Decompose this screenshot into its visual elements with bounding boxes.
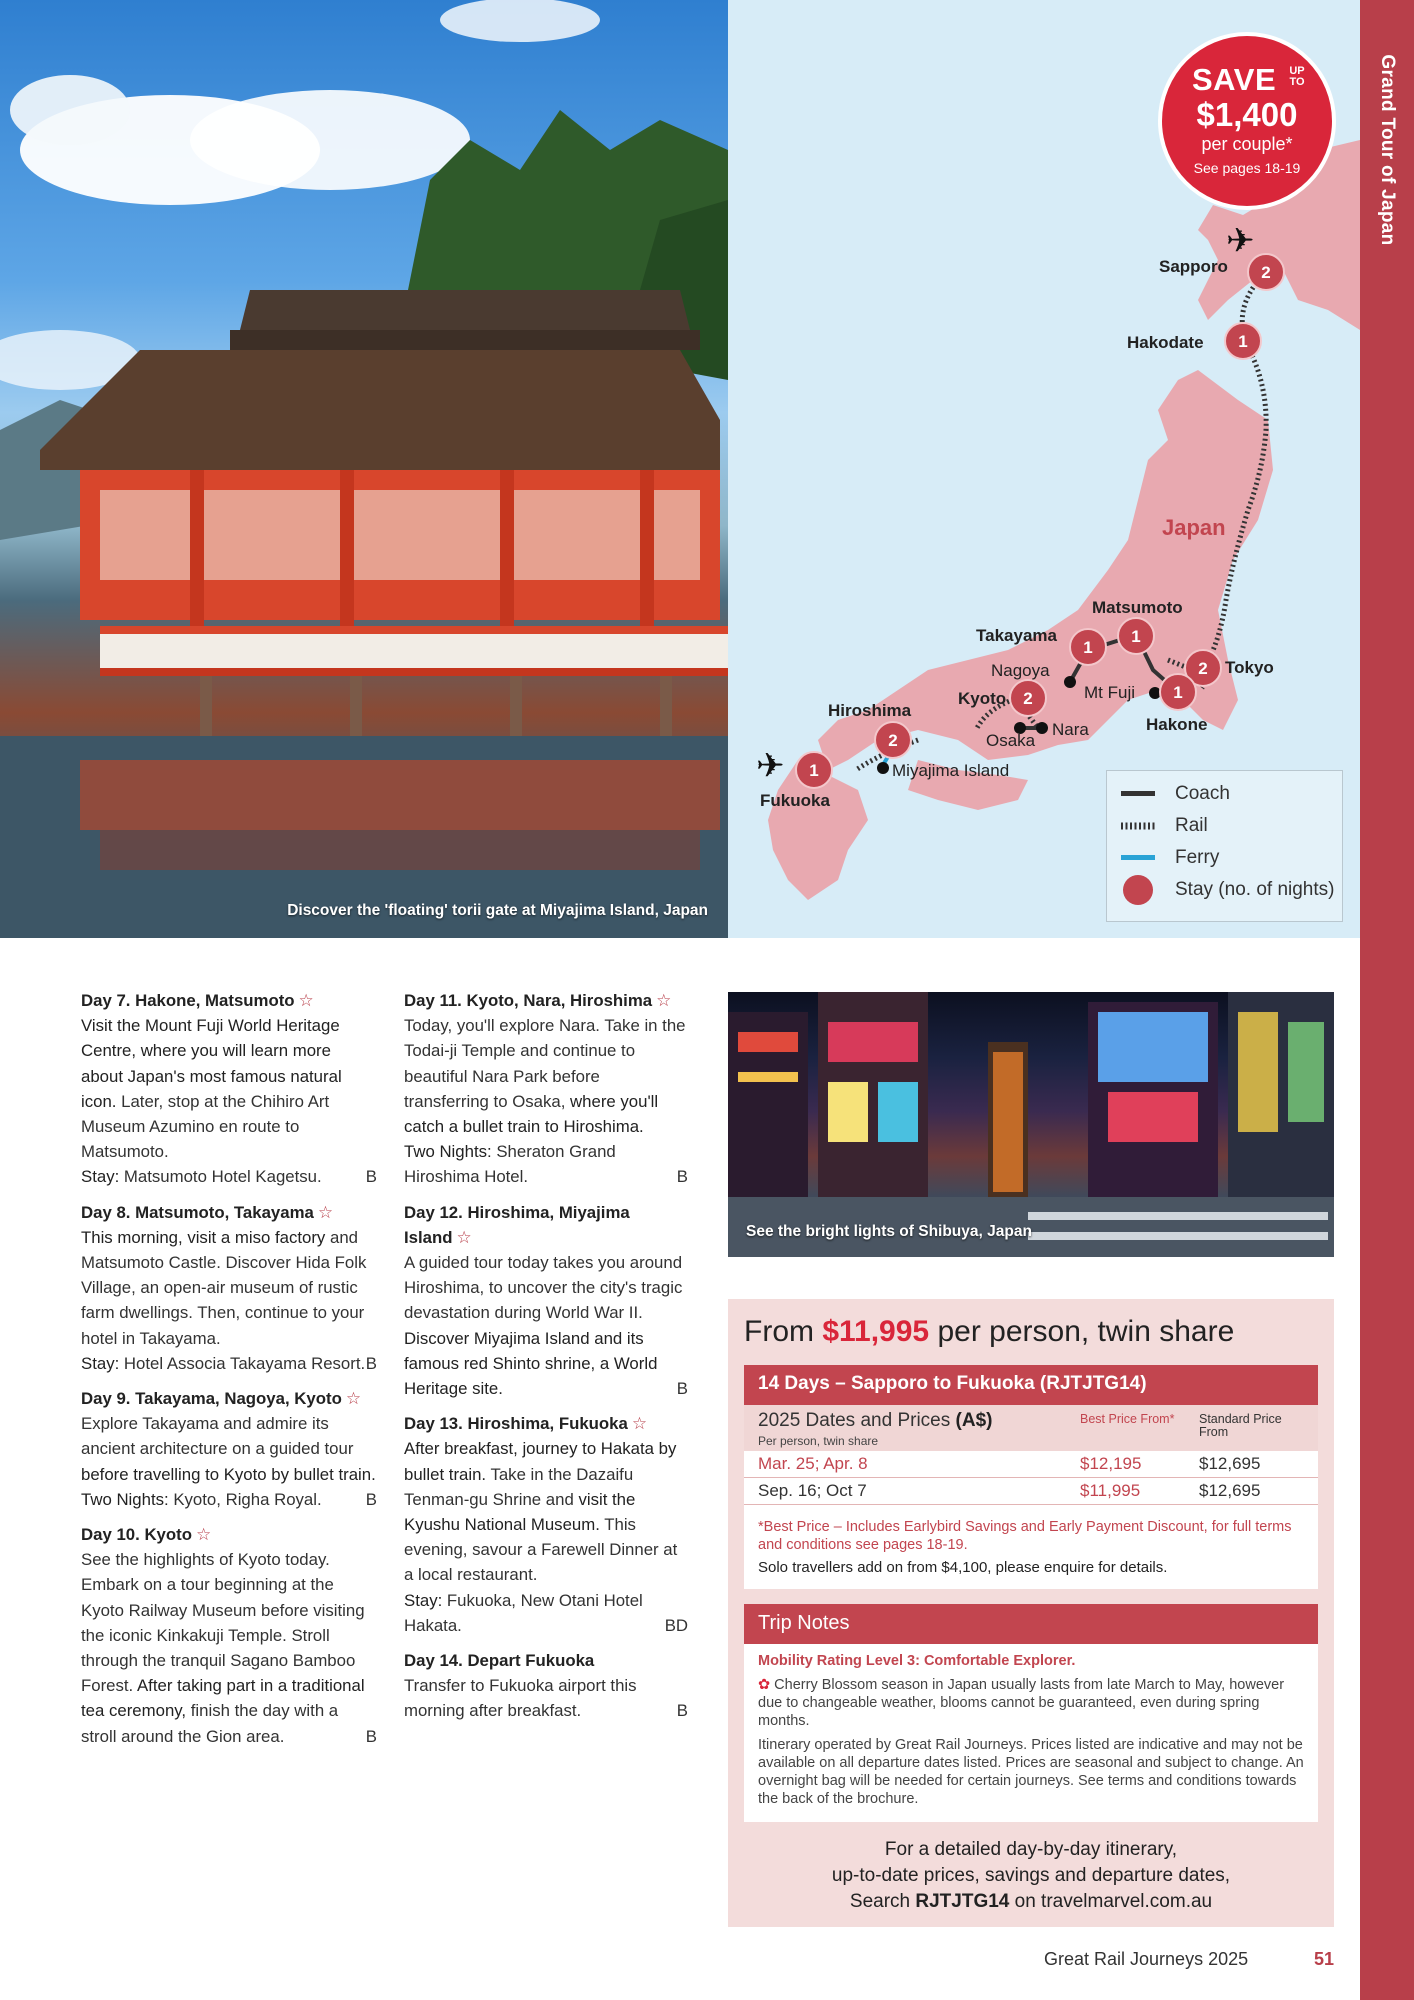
star-icon: ☆ xyxy=(456,1227,472,1247)
cherry-blossom-icon: ✿ xyxy=(758,1677,771,1693)
meal-code: B xyxy=(365,1167,377,1187)
day-8: Day 8. Matsumoto, Takayama ☆ This morning, visit a miso factory and Matsumoto Castle. Discover Hida Folk Village, an open-air museum of rustic farm dwellings. Then, continue to your hotel in Takayama. Stay: Hotel Associa Takayama Resort. B xyxy=(81,1200,377,1376)
stay-marker-hakone xyxy=(1160,674,1196,710)
tour-code-bar: 14 Days – Sapporo to Fukuoka (RJTJTG14) xyxy=(744,1365,1318,1405)
trip-notes-title: Trip Notes xyxy=(744,1604,1318,1644)
stay-circle-icon xyxy=(1121,877,1155,903)
star-icon: ☆ xyxy=(656,991,672,1010)
day-11: Day 11. Kyoto, Nara, Hiroshima ☆ Today, you'll explore Nara. Take in the Todai-ji Temple and continue to beautiful Nara Park before transferring to Osaka, where you'll catch a bullet train to Hiroshima. Two Nights: Sheraton Grand Hiroshima Hotel. B xyxy=(404,988,688,1190)
svg-text:1: 1 xyxy=(1173,683,1183,702)
legend-coach: Coach xyxy=(1121,781,1230,807)
label-osaka: Osaka xyxy=(986,731,1036,750)
city-night-illustration xyxy=(728,992,1334,1257)
label-nagoya: Nagoya xyxy=(991,661,1050,680)
day-10: Day 10. Kyoto ☆ See the highlights of Kyoto today. Embark on a tour beginning at the Kyoto Railway Museum before visiting the iconic Kinkakuji Temple. Stroll through the tranquil Sagano Bamboo Forest. After taking part in a traditional tea ceremony, finish the day with a stroll around the Gion area. B xyxy=(81,1522,377,1749)
star-icon: ☆ xyxy=(298,991,314,1010)
svg-text:2: 2 xyxy=(1198,659,1208,678)
legend-stay: Stay (no. of nights) xyxy=(1121,877,1334,903)
price-table xyxy=(744,1405,1318,1589)
call-to-action: For a detailed day-by-day itinerary, up-to-date prices, savings and departure dates, Search RJTJTG14 on travelmarvel.com.au xyxy=(831,1839,1231,1912)
side-tab-title: Grand Tour of Japan xyxy=(1377,54,1398,246)
coach-line-icon xyxy=(1121,781,1155,807)
hero-caption: Discover the 'floating' torii gate at Miyajima Island, Japan xyxy=(287,902,708,919)
stay-marker-matsumoto xyxy=(1118,618,1154,654)
ferry-line-icon xyxy=(1121,845,1155,871)
label-hiroshima: Hiroshima xyxy=(828,701,912,720)
meal-code: B xyxy=(676,1167,688,1187)
svg-text:1: 1 xyxy=(1083,638,1093,657)
star-icon: ☆ xyxy=(195,1525,212,1545)
day-9: Day 9. Takayama, Nagoya, Kyoto ☆ Explore Takayama and admire its ancient architecture on a guided tour before travelling to Kyoto by bullet train. Two Nights: Kyoto, Righa Royal. B xyxy=(81,1386,377,1512)
footer-brand: Great Rail Journeys 2025 xyxy=(1044,1949,1249,1969)
star-icon: ☆ xyxy=(317,1202,333,1222)
shibuya-caption: See the bright lights of Shibuya, Japan xyxy=(746,1223,1032,1240)
save-amount: $1,400 xyxy=(1196,96,1298,133)
meal-code: B xyxy=(676,1379,688,1399)
label-hakone: Hakone xyxy=(1146,715,1208,734)
day-12: Day 12. Hiroshima, Miyajima Island ☆ A guided tour today takes you around Hiroshima, to uncover the city's tragic devastation during World War II. Discover Miyajima Island and its famous red Shinto shrine, a World Heritage site. B xyxy=(404,1200,688,1402)
stay-marker-fukuoka xyxy=(796,752,832,788)
trip-notes xyxy=(744,1644,1318,1822)
stay-marker-takayama xyxy=(1070,629,1106,665)
itinerary-column-2 xyxy=(404,988,688,1734)
label-kyoto: Kyoto xyxy=(958,689,1007,708)
table-row: Sep. 16; Oct 7 $11,995 $12,695 xyxy=(744,1478,1318,1505)
label-matsumoto: Matsumoto xyxy=(1092,598,1183,617)
stay-marker-sapporo xyxy=(1248,254,1284,290)
route-map xyxy=(728,0,1360,938)
label-sapporo: Sapporo xyxy=(1159,257,1228,276)
label-miyajima: Miyajima Island xyxy=(892,761,1010,780)
shibuya-photo xyxy=(728,992,1334,1257)
standard-price-header: Standard Price From xyxy=(1199,1412,1282,1439)
svg-text:2: 2 xyxy=(1261,263,1271,282)
star-icon: ☆ xyxy=(631,1414,647,1434)
table-row: Mar. 25; Apr. 8 $12,195 $12,695 xyxy=(744,1451,1318,1478)
label-fukuoka: Fukuoka xyxy=(760,791,830,810)
svg-text:2: 2 xyxy=(888,731,898,750)
stay-marker-hakodate xyxy=(1225,323,1261,359)
page-number: 51 xyxy=(1314,1949,1335,1969)
label-tokyo: Tokyo xyxy=(1225,658,1274,677)
save-up-to: UP TO xyxy=(1289,65,1305,88)
hero-photo xyxy=(0,0,728,938)
meal-code: B xyxy=(365,1353,377,1373)
label-japan: Japan xyxy=(1162,515,1226,540)
save-see-pages: See pages 18-19 xyxy=(1193,160,1301,176)
price-headline: From $11,995 per person, twin share xyxy=(744,1315,1235,1348)
svg-text:2: 2 xyxy=(1023,689,1033,708)
operator-note: Itinerary operated by Great Rail Journeys. Prices listed are indicative and may not be available on all departure dates listed. Prices are seasonal and subject to change. An overnight bag will be needed for certain journeys. See terms and conditions towards the back of the brochure. xyxy=(758,1737,1304,1807)
stay-marker-hiroshima xyxy=(875,722,911,758)
mobility-rating: Mobility Rating Level 3: Comfortable Explorer. xyxy=(758,1653,1076,1669)
label-nara: Nara xyxy=(1052,720,1089,739)
meal-code: B xyxy=(676,1701,688,1721)
day-14: Day 14. Depart Fukuoka Transfer to Fukuoka airport this morning after breakfast. B xyxy=(404,1648,688,1724)
label-takayama: Takayama xyxy=(976,626,1057,645)
legend-rail: Rail xyxy=(1121,813,1208,839)
svg-text:1: 1 xyxy=(1238,332,1248,351)
star-icon: ☆ xyxy=(345,1389,361,1409)
price-table-header: 2025 Dates and Prices (A$) Per person, twin share Best Price From* Standard Price From xyxy=(744,1405,1318,1451)
meal-code: B xyxy=(365,1489,377,1509)
map-legend xyxy=(1106,770,1343,922)
blossom-note: ✿ Cherry Blossom season in Japan usually lasts from late March to May, however due to changeable weather, blooms cannot be guaranteed, even during spring months. xyxy=(758,1677,1285,1729)
best-price-header: Best Price From* xyxy=(1080,1412,1175,1426)
label-mt-fuji: Mt Fuji xyxy=(1084,683,1135,702)
legend-ferry: Ferry xyxy=(1121,845,1219,871)
svg-text:1: 1 xyxy=(809,761,819,780)
itinerary-column-1 xyxy=(81,988,377,1759)
day-7: Day 7. Hakone, Matsumoto ☆ Visit the Mount Fuji World Heritage Centre, where you will learn more about Japan's most famous natural icon. Later, stop at the Chihiro Art Museum Azumino en route to Matsumoto. Stay: Matsumoto Hotel Kagetsu. B xyxy=(81,988,377,1190)
best-price-note: *Best Price – Includes Earlybird Savings and Early Payment Discount, for full terms and conditions see pages 18-19. xyxy=(758,1519,1292,1553)
save-word: SAVE xyxy=(1192,62,1277,97)
stay-marker-kyoto xyxy=(1010,680,1046,716)
solo-note: Solo travellers add on from $4,100, please enquire for details. xyxy=(758,1559,1168,1576)
torii-shrine-illustration xyxy=(0,0,728,938)
price-box xyxy=(728,1299,1334,1927)
airplane-icon-sapporo: ✈ xyxy=(1226,221,1255,261)
svg-text:1: 1 xyxy=(1131,627,1141,646)
meal-code: BD xyxy=(664,1615,688,1635)
save-per-couple: per couple* xyxy=(1201,134,1293,154)
save-badge xyxy=(1162,36,1332,206)
label-hakodate: Hakodate xyxy=(1127,333,1204,352)
meal-code: B xyxy=(365,1726,377,1746)
day-13: Day 13. Hiroshima, Fukuoka ☆ After breakfast, journey to Hakata by bullet train. Take in the Dazaifu Tenman-gu Shrine and visit the Kyushu National Museum. This evening, savour a Farewell Dinner at a local restaurant. Stay: Fukuoka, New Otani Hotel Hakata. BD xyxy=(404,1411,688,1638)
rail-line-icon xyxy=(1121,813,1155,839)
airplane-icon-fukuoka: ✈ xyxy=(756,746,785,786)
side-tab xyxy=(1360,0,1414,2000)
